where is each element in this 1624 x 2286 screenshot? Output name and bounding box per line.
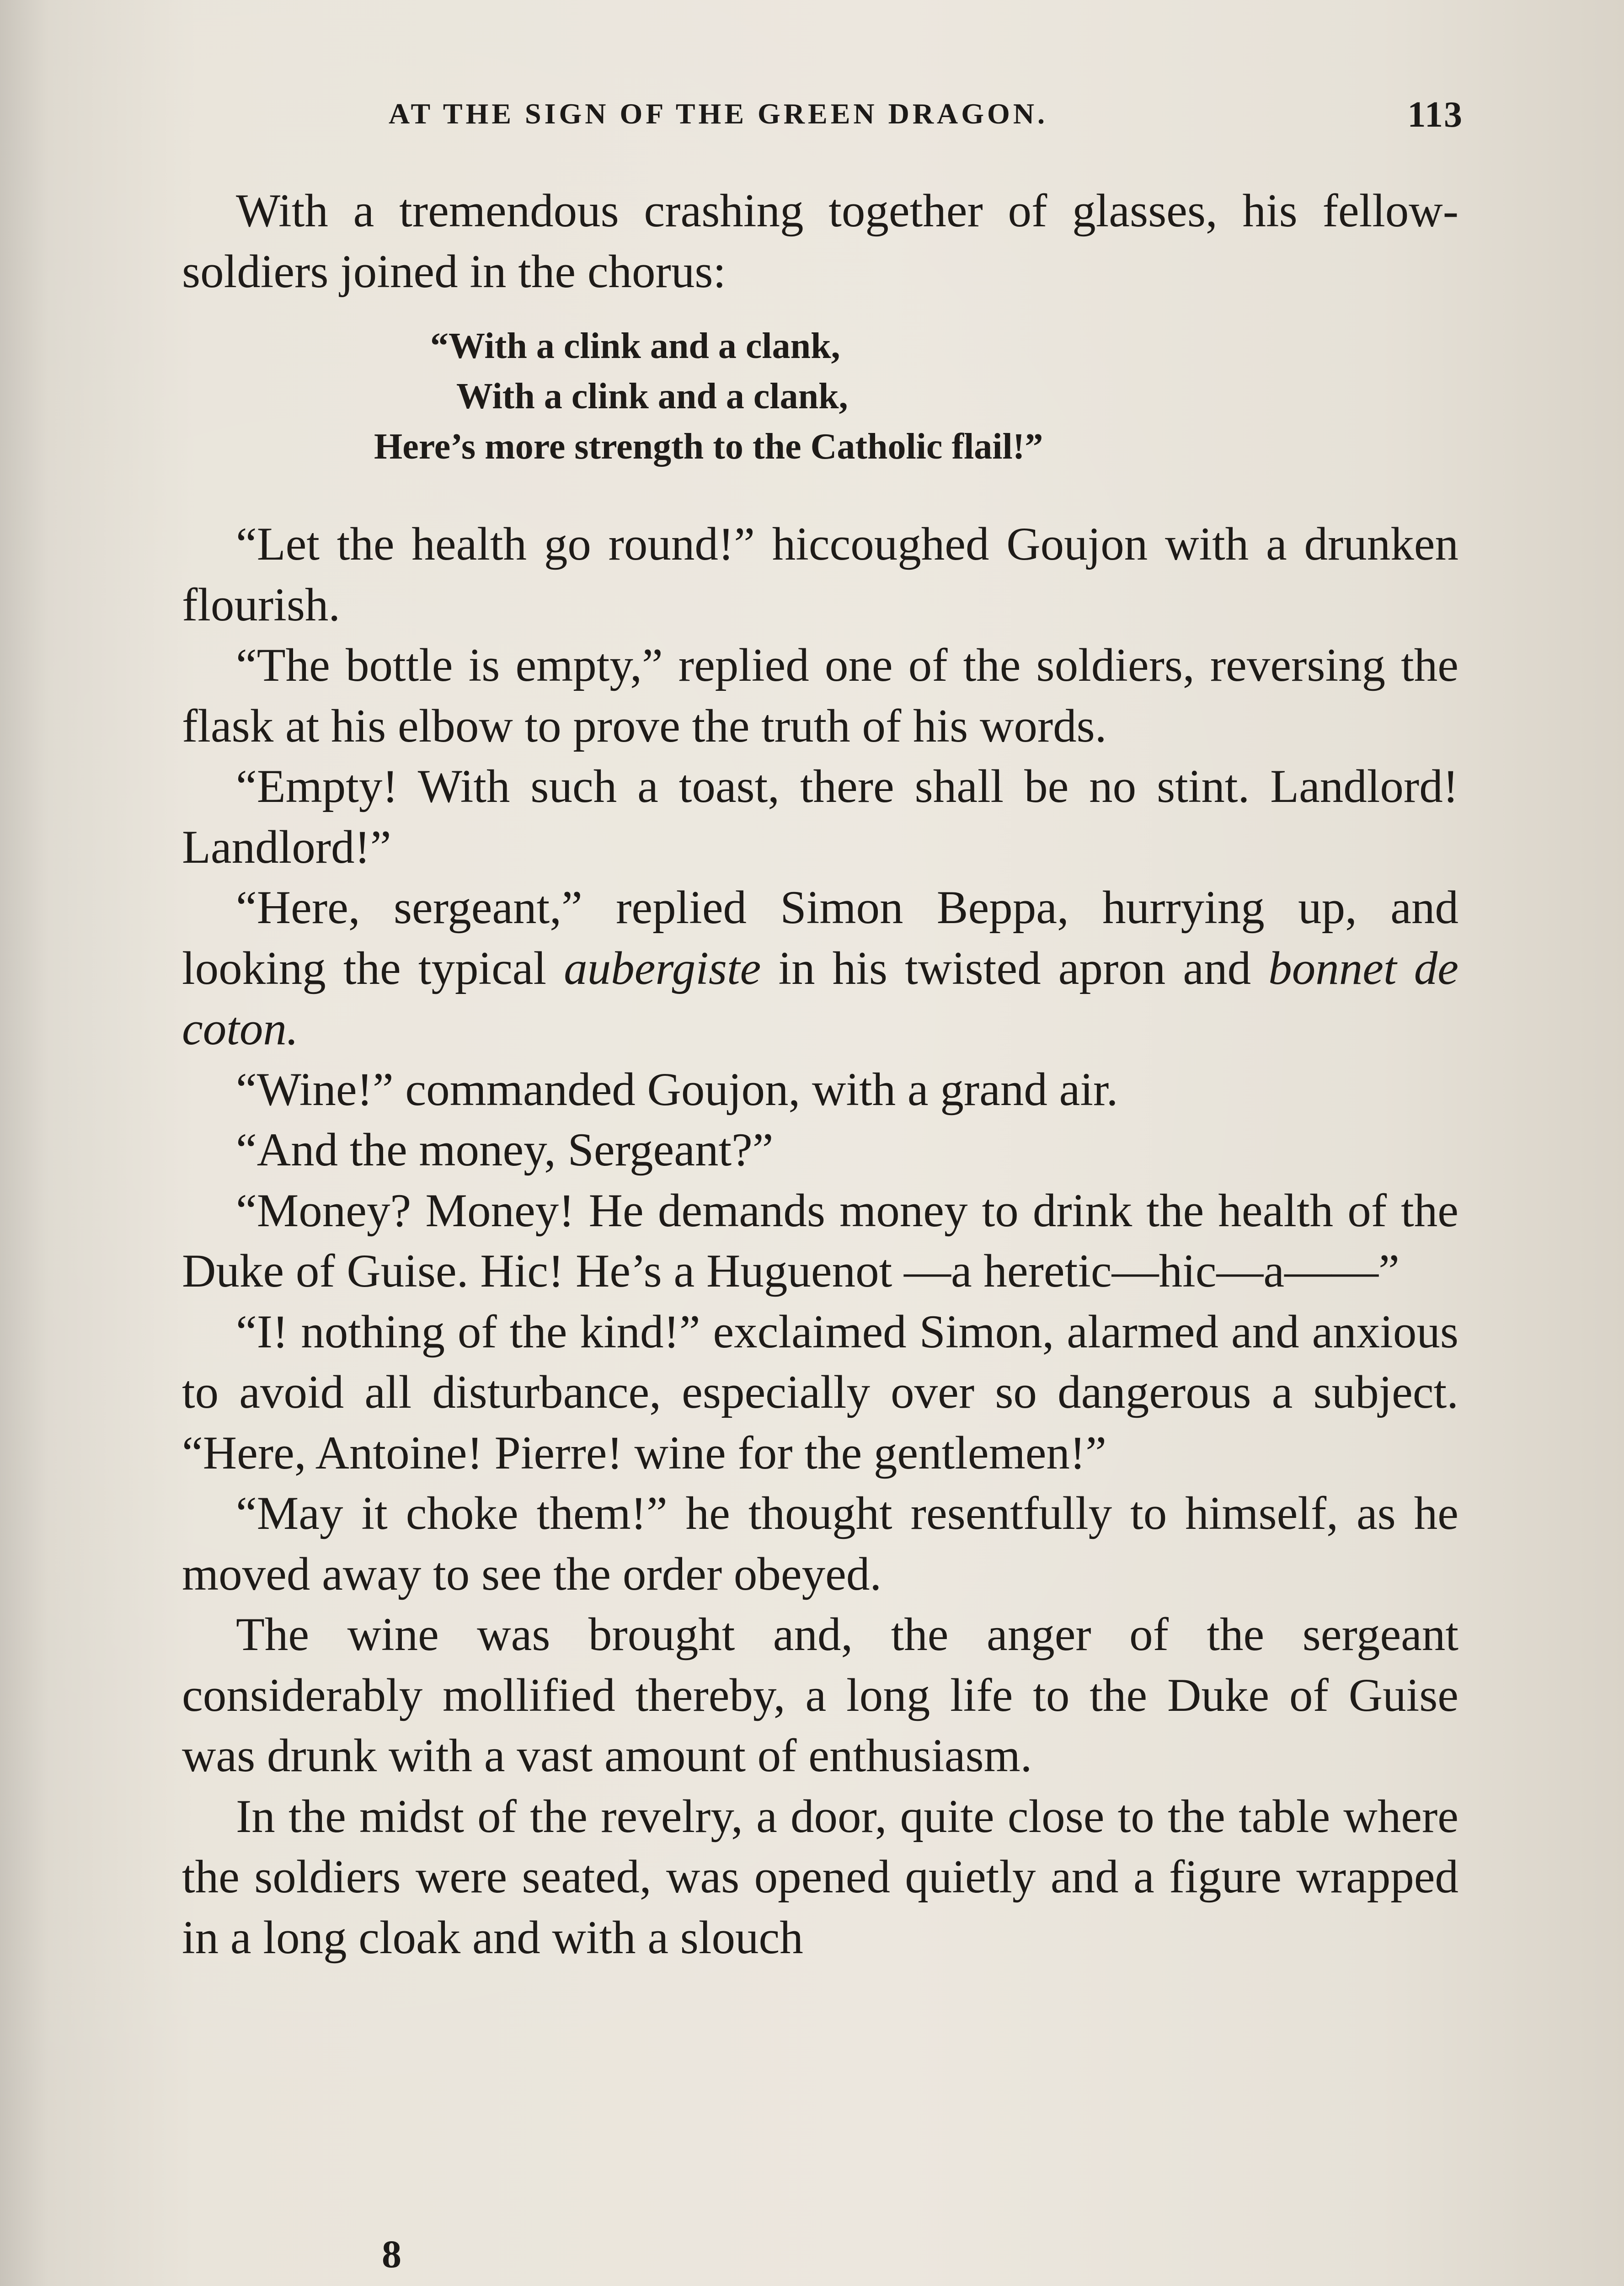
paragraph: “Money? Money! He demands money to drink the health of the Duke of Guise. Hic! He’s a Huguenot —a heretic—hic—a——” bbox=[182, 1184, 1458, 1297]
paragraph: “Let the health go round!” hiccoughed Goujon with a drunken flourish. bbox=[182, 518, 1458, 631]
paragraph bbox=[182, 877, 1458, 1059]
italic-term: aubergiste bbox=[564, 942, 761, 994]
paragraph: In the midst of the revelry, a door, quite close to the table where the soldiers were seated, was opened quietly and a figure wrapped in a long cloak and with a slouch bbox=[182, 1790, 1458, 1964]
body-text bbox=[182, 181, 1458, 1968]
paragraph: “May it choke them!” he thought resentfully to himself, as he moved away to see the order obeyed. bbox=[182, 1487, 1458, 1600]
paragraph: “And the money, Sergeant?” bbox=[236, 1124, 774, 1176]
page-header bbox=[389, 97, 1463, 152]
paragraph: “Empty! With such a toast, there shall be no stint. Landlord! Landlord!” bbox=[182, 760, 1458, 873]
verse-line: “With a clink and a clank, bbox=[430, 326, 840, 366]
paragraph: The wine was brought and, the anger of the sergeant considerably mollified thereby, a long life to the Duke of Guise was drunk with a vast amount of enthusiasm. bbox=[182, 1608, 1458, 1782]
verse-line: With a clink and a clank, bbox=[456, 376, 848, 417]
paragraph-text: “Here, sergeant,” replied Simon Beppa, hurrying up, and looking the typical bbox=[182, 881, 1458, 994]
paragraph: “I! nothing of the kind!” exclaimed Simon, alarmed and anxious to avoid all disturbance, especially over so dangerous a subject. “Here, Antoine! Pierre! wine for the gentlemen!” bbox=[182, 1305, 1458, 1479]
running-head: AT THE SIGN OF THE GREEN DRAGON. bbox=[389, 97, 1048, 130]
paragraph: With a tremendous crashing together of glasses, his fellow-soldiers joined in the chorus: bbox=[182, 185, 1458, 298]
verse-line: Here’s more strength to the Catholic flail!” bbox=[374, 427, 1043, 467]
paragraph: “The bottle is empty,” replied one of the soldiers, reversing the flask at his elbow to prove the truth of his words. bbox=[182, 639, 1458, 752]
signature-mark: 8 bbox=[382, 2232, 401, 2276]
verse-block bbox=[182, 321, 1458, 472]
page-number: 113 bbox=[1407, 95, 1463, 135]
paragraph-text: in his twisted apron and bbox=[761, 942, 1269, 994]
paragraph: “Wine!” commanded Goujon, with a grand air. bbox=[236, 1063, 1118, 1116]
italic-term: bonnet de coton. bbox=[182, 942, 1458, 1055]
